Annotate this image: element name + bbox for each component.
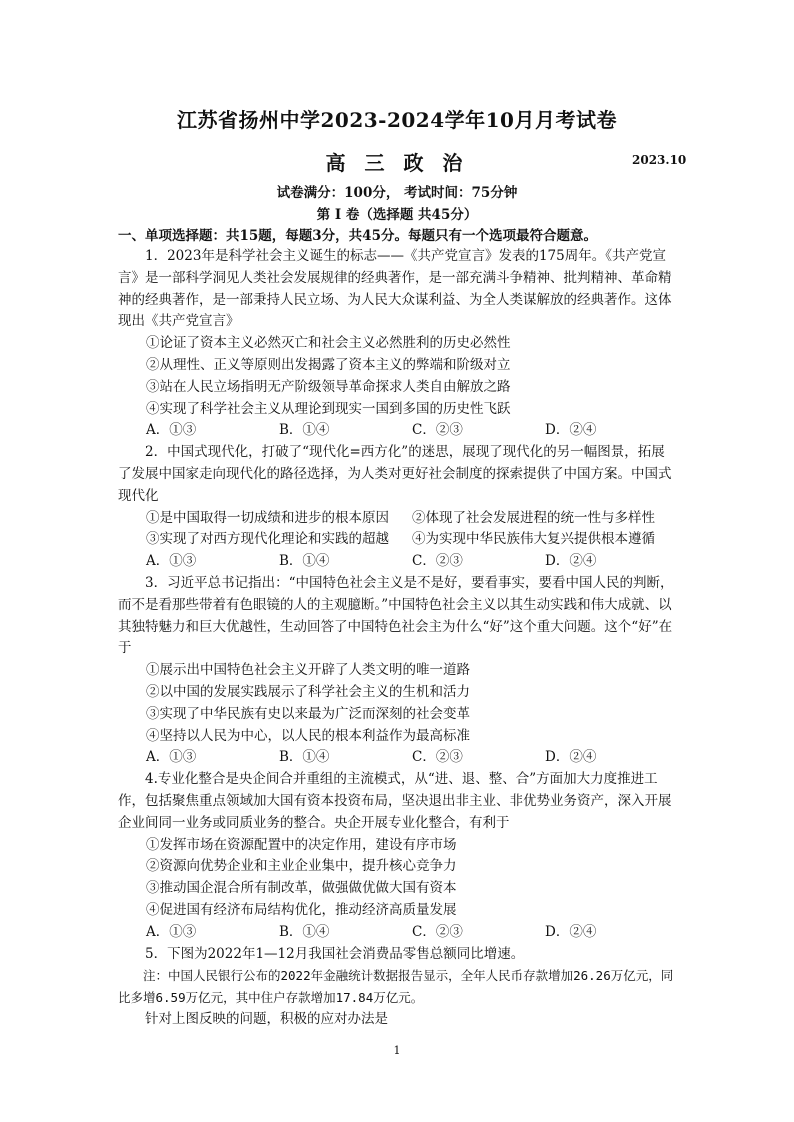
answer-choices bbox=[118, 922, 678, 944]
choice-c: C．②③ bbox=[412, 553, 463, 570]
exam-info: 试卷满分：100分， 考试时间：75分钟 bbox=[276, 185, 518, 201]
question-stem: 4.专业化整合是央企间合并重组的主流模式，从“进、退、整、合”方面加大力度推进工作，包括聚焦重点领域加大国有资本投资布局，坚决退出非主业、非优势业务资产，深入开展企业间同一业务或同质业务的整合。央企开展专业化整合，有利于 bbox=[118, 771, 672, 831]
statement-option: ③推动国企混合所有制改革，做强做优做大国有资本 bbox=[146, 880, 457, 897]
choice-d: D．②④ bbox=[545, 923, 597, 940]
choice-a: A．①③ bbox=[146, 923, 197, 940]
statement-option: ④为实现中华民族伟大复兴提供根本遵循 bbox=[412, 531, 655, 548]
question-1 bbox=[118, 246, 678, 442]
statement-option: ①论证了资本主义必然灭亡和社会主义必然胜利的历史必然性 bbox=[146, 335, 511, 352]
choice-c: C．②③ bbox=[412, 422, 463, 439]
choice-d: D．②④ bbox=[545, 422, 597, 439]
subject-heading: 高 三 政 治 bbox=[325, 151, 469, 175]
choice-d: D．②④ bbox=[545, 749, 597, 766]
statement-option: ④实现了科学社会主义从理论到现实一国到多国的历史性飞跃 bbox=[146, 400, 511, 417]
page-number: 1 bbox=[393, 1044, 401, 1057]
question-3 bbox=[118, 573, 678, 769]
question-stem: 1．2023年是科学社会主义诞生的标志——《共产党宣言》发表的175周年。《共产党宣言》是一部科学洞见人类社会发展规律的经典著作，是一部充满斗争精神、批判精神、革命精神的经典著作，是一部秉持人民立场、为人民大众谋利益、为全人类谋解放的经典著作。这体现出《共产党宣言》 bbox=[118, 248, 672, 330]
choice-a: A．①③ bbox=[146, 553, 197, 570]
answer-choices bbox=[118, 420, 678, 442]
question-5 bbox=[118, 944, 678, 1031]
choice-c: C．②③ bbox=[412, 923, 463, 940]
statement-option: ④促进国有经济布局结构优化，推动经济高质量发展 bbox=[146, 901, 457, 918]
statement-option: ①发挥市场在资源配置中的决定作用，建设有序市场 bbox=[146, 836, 457, 853]
statement-option: ②资源向优势企业和主业企业集中，提升核心竞争力 bbox=[146, 858, 457, 875]
exam-title: 江苏省扬州中学2023-2024学年10月月考试卷 bbox=[177, 108, 617, 132]
question-stem: 5．下图为2022年1—12月我国社会消费品零售总额同比增速。 bbox=[145, 945, 525, 962]
question-stem: 2．中国式现代化，打破了“现代化=西方化”的迷思，展现了现代化的另一幅图景，拓展了发展中国家走向现代化的路径选择，为人类对更好社会制度的探索提供了中国方案。中国式现代化 bbox=[118, 444, 672, 504]
statement-option-row bbox=[118, 508, 678, 530]
question-4 bbox=[118, 769, 678, 943]
exam-date: 2023.10 bbox=[632, 153, 687, 167]
choice-c: C．②③ bbox=[412, 749, 463, 766]
choice-a: A．①③ bbox=[146, 749, 197, 766]
statement-option: ②体现了社会发展进程的统一性与多样性 bbox=[412, 509, 655, 526]
choice-b: B．①④ bbox=[279, 553, 330, 570]
choice-b: B．①④ bbox=[279, 422, 330, 439]
choice-b: B．①④ bbox=[279, 923, 330, 940]
choice-b: B．①④ bbox=[279, 749, 330, 766]
question-stem: 3．习近平总书记指出：“中国特色社会主义是不是好，要看事实，要看中国人民的判断，而不是看那些带着有色眼镜的人的主观臆断。”中国特色社会主义以其生动实践和伟大成就、以其独特魅力和巨大优越性，生动回答了中国特色社会主为什么“好”这个重大问题。这个“好”在于 bbox=[118, 574, 674, 657]
statement-option: ④坚持以人民为中心，以人民的根本利益作为最高标准 bbox=[146, 727, 470, 744]
section-heading: 一、单项选择题：共15题，每题3分，共45分。每题只有一个选项最符合题意。 bbox=[118, 228, 597, 244]
statement-option: ①是中国取得一切成绩和进步的根本原因 bbox=[146, 509, 389, 526]
statement-option: ②从理性、正义等原则出发揭露了资本主义的弊端和阶级对立 bbox=[146, 356, 511, 373]
answer-choices bbox=[118, 747, 678, 769]
statement-option: ③实现了中华民族有史以来最为广泛而深刻的社会变革 bbox=[146, 705, 470, 722]
volume-heading: 第 Ⅰ 卷（选择题 共45分） bbox=[316, 207, 478, 223]
questions-body bbox=[118, 246, 678, 1031]
statement-option: ③站在人民立场指明无产阶级领导革命探求人类自由解放之路 bbox=[146, 378, 511, 395]
question-2 bbox=[118, 442, 678, 573]
choice-a: A．①③ bbox=[146, 422, 197, 439]
statement-option: ③实现了对西方现代化理论和实践的超越 bbox=[146, 531, 389, 548]
choice-d: D．②④ bbox=[545, 553, 597, 570]
chart-note: 注：中国人民银行公布的2022年金融统计数据报告显示，全年人民币存款增加26.26万亿元，同比多增6.59万亿元，其中住户存款增加17.84万亿元。 bbox=[118, 968, 674, 1006]
answer-choices bbox=[118, 551, 678, 573]
statement-option: ②以中国的发展实践展示了科学社会主义的生机和活力 bbox=[146, 683, 470, 700]
question-prompt: 针对上图反映的问题，积极的应对办法是 bbox=[145, 1010, 388, 1027]
statement-option-row bbox=[118, 529, 678, 551]
statement-option: ①展示出中国特色社会主义开辟了人类文明的唯一道路 bbox=[146, 662, 470, 679]
